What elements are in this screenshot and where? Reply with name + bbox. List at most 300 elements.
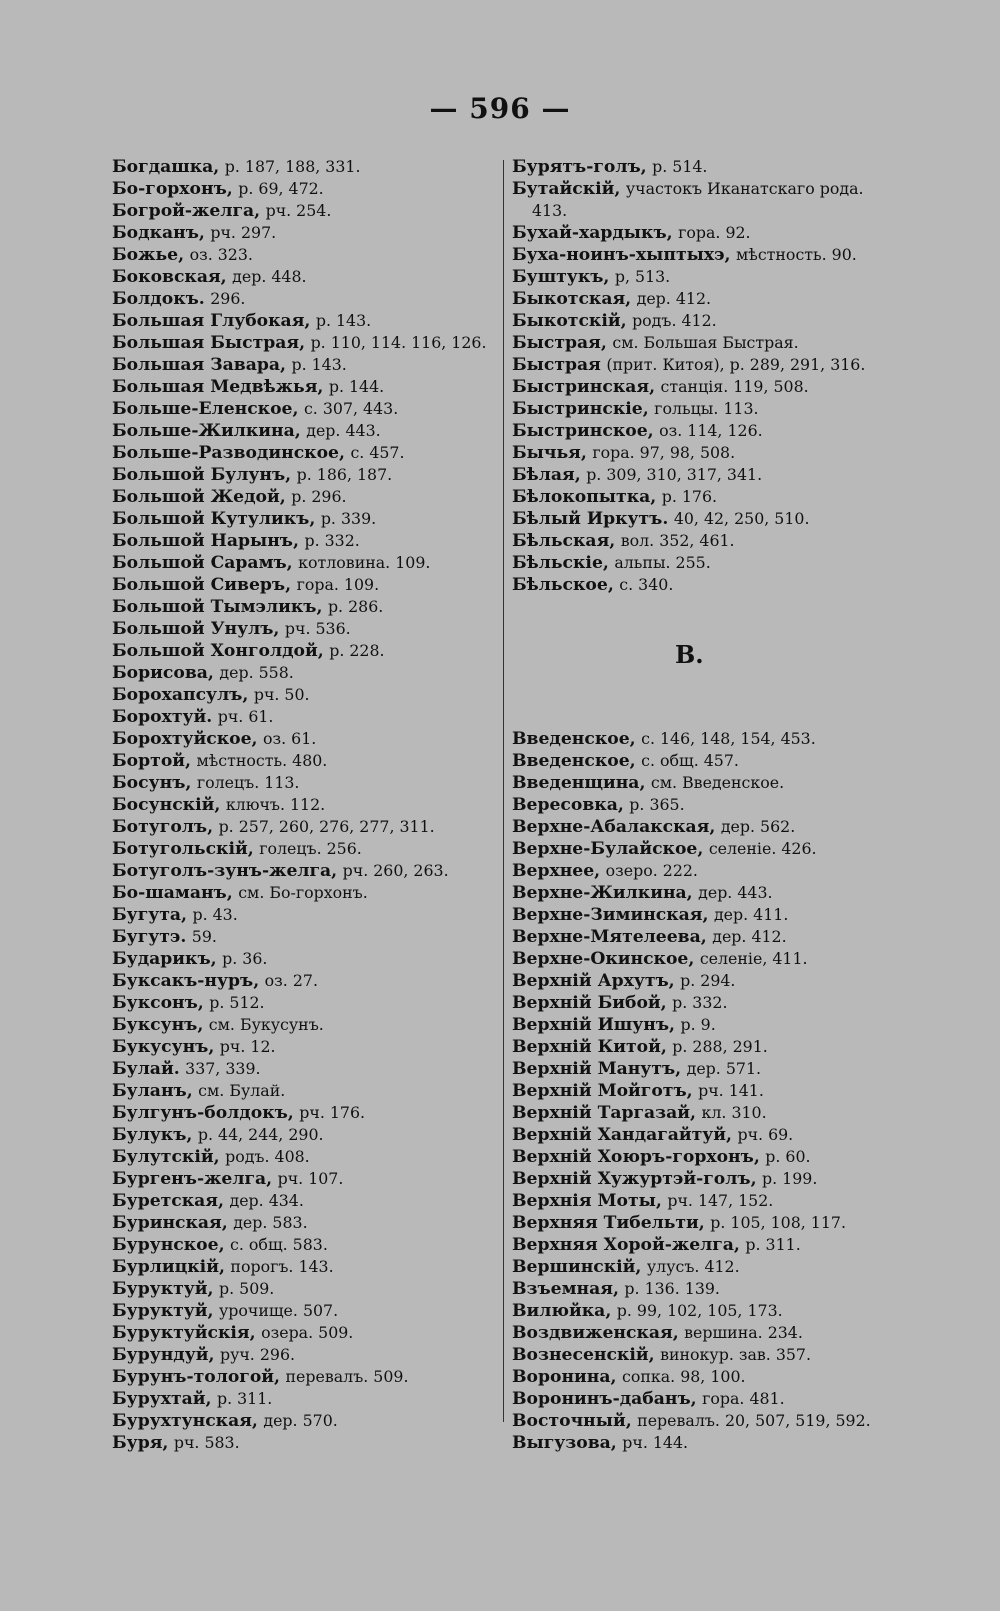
index-entry	[512, 552, 902, 574]
entry-term: Выгузова,	[512, 1433, 617, 1453]
index-entry	[112, 948, 497, 970]
index-entry	[512, 530, 902, 552]
entry-reference: дер. 412.	[636, 289, 712, 308]
entry-term: Бурухтунская,	[112, 1411, 258, 1431]
entry-reference: дер. 434.	[229, 1191, 304, 1210]
entry-reference: р. 186, 187.	[296, 465, 393, 484]
index-entry	[112, 838, 497, 860]
entry-reference: рч. 260, 263.	[342, 861, 449, 880]
entry-term: Верхне-Окинское,	[512, 949, 695, 969]
entry-reference: дер. 571.	[686, 1059, 762, 1078]
index-entry	[112, 794, 497, 816]
entry-term: Ботугольскій,	[112, 839, 254, 859]
entry-reference: см. Большая Быстрая.	[612, 333, 799, 352]
index-entry	[512, 442, 902, 464]
index-entry	[512, 794, 902, 816]
index-entry	[112, 1212, 497, 1234]
entry-reference: урочище. 507.	[218, 1301, 339, 1320]
entry-term: Бурятъ-голъ,	[512, 157, 647, 177]
entry-reference: озеро. 222.	[605, 861, 698, 880]
entry-reference: дер. 411.	[713, 905, 789, 924]
entry-term: Большой Хонголдой,	[112, 641, 324, 661]
index-entry	[112, 1124, 497, 1146]
index-entry	[512, 508, 902, 530]
index-entry	[112, 816, 497, 838]
entry-reference: р. 509.	[218, 1279, 275, 1298]
entry-term: Введенщина,	[512, 773, 646, 793]
entry-term: Бѣлый Иркутъ.	[512, 509, 669, 529]
entry-reference: перевалъ. 509.	[285, 1367, 409, 1386]
entry-reference: р. 339.	[320, 509, 377, 528]
index-entry	[512, 1102, 902, 1124]
entry-reference: ключъ. 112.	[225, 795, 326, 814]
entry-term: Верхній Китой,	[512, 1037, 667, 1057]
entry-term: Верхній Мойготъ,	[512, 1081, 693, 1101]
entry-reference: р. 36.	[222, 949, 268, 968]
entry-term: Больше-Еленское,	[112, 399, 299, 419]
index-entry	[112, 728, 497, 750]
index-entry	[112, 376, 497, 398]
entry-reference: родъ. 408.	[225, 1147, 310, 1166]
entry-term: Бодканъ,	[112, 223, 205, 243]
index-entry	[512, 1058, 902, 1080]
entry-term: Верхній Бибой,	[512, 993, 667, 1013]
entry-term: Верхній Хандагайтуй,	[512, 1125, 733, 1145]
entry-reference: рч. 254.	[265, 201, 332, 220]
index-entry	[112, 1366, 497, 1388]
entry-term: Ботуголъ,	[112, 817, 214, 837]
entry-reference: рч. 297.	[210, 223, 277, 242]
entry-reference: р. 187, 188, 331.	[224, 157, 361, 176]
entry-term: Бурухтай,	[112, 1389, 212, 1409]
entry-term: Воздвиженская,	[512, 1323, 679, 1343]
entry-reference: сопка. 98, 100.	[621, 1367, 746, 1386]
index-entry	[112, 750, 497, 772]
entry-term: Верхній Ишунъ,	[512, 1015, 676, 1035]
entry-reference: с. общ. 583.	[230, 1235, 328, 1254]
entry-reference: дер. 448.	[232, 267, 307, 286]
entry-term: Боковская,	[112, 267, 227, 287]
right-index-column-top	[512, 156, 902, 596]
entry-term: Босунъ,	[112, 773, 192, 793]
entry-reference: дер. 443.	[698, 883, 773, 902]
entry-reference: р. 144.	[328, 377, 385, 396]
entry-reference: рч. 141.	[698, 1081, 764, 1100]
entry-term: Букусунъ,	[112, 1037, 215, 1057]
entry-term: Верхне-Булайское,	[512, 839, 704, 859]
entry-term: Ботуголъ-зунъ-желга,	[112, 861, 338, 881]
index-entry	[512, 1410, 902, 1432]
entry-reference: дер. 562.	[720, 817, 796, 836]
entry-reference: р. 512.	[209, 993, 265, 1012]
entry-reference: р. 69, 472.	[238, 179, 324, 198]
entry-term: Воронинъ-дабанъ,	[512, 1389, 697, 1409]
entry-reference: р. 296.	[291, 487, 347, 506]
index-entry	[112, 552, 497, 574]
index-entry	[512, 1014, 902, 1036]
entry-reference: с. 307, 443.	[303, 399, 399, 418]
entry-reference: см. Бо-горхонъ.	[238, 883, 368, 902]
entry-term: Большой Булунъ,	[112, 465, 292, 485]
index-entry	[112, 156, 497, 178]
entry-reference: гора. 481.	[702, 1389, 785, 1408]
entry-reference: дер. 443.	[306, 421, 381, 440]
entry-reference: гольцы. 113.	[654, 399, 759, 418]
entry-reference: голецъ. 256.	[259, 839, 362, 858]
entry-reference: мѣстность. 480.	[196, 751, 328, 770]
index-entry	[512, 486, 902, 508]
entry-term: Быстринская,	[512, 377, 656, 397]
index-entry	[512, 1190, 902, 1212]
entry-reference: 337, 339.	[185, 1059, 261, 1078]
index-entry	[112, 992, 497, 1014]
entry-term: Быстринское,	[512, 421, 654, 441]
entry-term: Большая Завара,	[112, 355, 286, 375]
index-entry	[112, 904, 497, 926]
entry-reference: кл. 310.	[701, 1103, 767, 1122]
entry-term: Бурунъ-тологой,	[112, 1367, 281, 1387]
entry-reference: р. 288, 291.	[672, 1037, 768, 1056]
entry-reference: с. 146, 148, 154, 453.	[641, 729, 816, 748]
entry-reference: перевалъ. 20, 507, 519, 592.	[637, 1411, 871, 1430]
entry-term: Борисова,	[112, 663, 214, 683]
entry-reference: рч. 536.	[284, 619, 351, 638]
index-entry	[112, 398, 497, 420]
entry-term: Бугутэ.	[112, 927, 187, 947]
index-entry	[512, 860, 902, 882]
index-entry	[112, 244, 497, 266]
entry-reference: р. 43.	[192, 905, 238, 924]
entry-reference: рч. 12.	[219, 1037, 276, 1056]
entry-reference: оз. 61.	[263, 729, 317, 748]
entry-term: Верхній Хужуртэй-голъ,	[512, 1169, 757, 1189]
entry-reference: р. 311.	[216, 1389, 273, 1408]
index-entry	[112, 684, 497, 706]
index-entry	[512, 178, 902, 222]
entry-reference: голецъ. 113.	[196, 773, 300, 792]
entry-reference: рч. 144.	[622, 1433, 689, 1452]
entry-term: Большой Тымэликъ,	[112, 597, 323, 617]
entry-term: Булутскій,	[112, 1147, 220, 1167]
index-entry	[112, 332, 497, 354]
entry-reference: гора. 92.	[678, 223, 751, 242]
entry-term: Верхняя Хорой-желга,	[512, 1235, 740, 1255]
entry-reference: дер. 558.	[219, 663, 294, 682]
entry-term: Буксакъ-нуръ,	[112, 971, 260, 991]
entry-term: Быстринскіе,	[512, 399, 649, 419]
entry-term: Введенское,	[512, 751, 636, 771]
entry-term: Буруктуйскія,	[112, 1323, 256, 1343]
index-entry	[512, 398, 902, 420]
left-index-column	[112, 156, 497, 1454]
entry-reference: гора. 97, 98, 508.	[592, 443, 736, 462]
index-entry	[512, 728, 902, 750]
entry-reference: р. 110, 114. 116, 126.	[310, 333, 487, 352]
index-entry	[112, 1344, 497, 1366]
entry-term: Верхне-Абалакская,	[512, 817, 716, 837]
entry-reference: р. 311.	[745, 1235, 801, 1254]
entry-reference: оз. 114, 126.	[659, 421, 763, 440]
index-entry	[512, 838, 902, 860]
entry-term: Вознесенскій,	[512, 1345, 655, 1365]
entry-reference: оз. 27.	[264, 971, 318, 990]
index-entry	[512, 772, 902, 794]
entry-term: Большая Глубокая,	[112, 311, 311, 331]
entry-reference: р. 332.	[304, 531, 360, 550]
entry-reference: руч. 296.	[219, 1345, 296, 1364]
index-entry	[512, 244, 902, 266]
index-entry	[112, 618, 497, 640]
index-entry	[512, 1344, 902, 1366]
entry-term: Булай.	[112, 1059, 180, 1079]
entry-reference: р. 105, 108, 117.	[710, 1213, 846, 1232]
index-entry	[512, 992, 902, 1014]
index-entry	[512, 904, 902, 926]
entry-reference: р. 199.	[762, 1169, 818, 1188]
index-entry	[112, 1388, 497, 1410]
page-number: — 596 —	[429, 92, 571, 125]
entry-term: Верхне-Мятелеева,	[512, 927, 707, 947]
entry-reference: см. Булай.	[198, 1081, 286, 1100]
index-entry	[112, 1322, 497, 1344]
entry-reference: оз. 323.	[189, 245, 253, 264]
entry-reference: р. 176.	[661, 487, 718, 506]
entry-term: Бухай-хардыкъ,	[512, 223, 673, 243]
index-entry	[512, 1168, 902, 1190]
index-entry	[112, 1234, 497, 1256]
index-entry	[512, 1146, 902, 1168]
index-entry	[512, 1432, 902, 1454]
index-entry	[512, 332, 902, 354]
entry-reference: котловина. 109.	[298, 553, 431, 572]
entry-reference: р. 286.	[327, 597, 384, 616]
entry-reference: мѣстность. 90.	[736, 245, 857, 264]
index-entry	[512, 1080, 902, 1102]
index-entry	[112, 1278, 497, 1300]
entry-term: Буруктуй,	[112, 1301, 214, 1321]
entry-term: Большой Кутуликъ,	[112, 509, 316, 529]
entry-term: Большая Медвѣжья,	[112, 377, 324, 397]
index-entry	[512, 750, 902, 772]
index-entry	[512, 1256, 902, 1278]
right-index-column-bottom	[512, 728, 902, 1454]
entry-term: Верхняя Тибельти,	[512, 1213, 705, 1233]
index-entry	[112, 420, 497, 442]
entry-reference: с. 340.	[619, 575, 674, 594]
entry-term: Вересовка,	[512, 795, 624, 815]
entry-term: Бычья,	[512, 443, 587, 463]
index-entry	[512, 1212, 902, 1234]
index-entry	[512, 156, 902, 178]
entry-term: Буксонъ,	[112, 993, 204, 1013]
entry-term: Верхній Хоюръ-горхонъ,	[512, 1147, 760, 1167]
index-entry	[112, 200, 497, 222]
index-entry	[112, 860, 497, 882]
entry-reference: р. 9.	[680, 1015, 716, 1034]
index-entry	[512, 948, 902, 970]
index-entry	[112, 354, 497, 376]
entry-reference: вершина. 234.	[684, 1323, 803, 1342]
entry-reference: рч. 583.	[173, 1433, 240, 1452]
entry-term: Борохапсулъ,	[112, 685, 249, 705]
index-entry	[112, 178, 497, 200]
index-entry	[512, 288, 902, 310]
entry-reference: р. 332.	[672, 993, 728, 1012]
index-entry	[112, 596, 497, 618]
section-letter: В.	[675, 640, 704, 669]
entry-term: Борохтуйское,	[112, 729, 258, 749]
entry-term: Большая Быстрая,	[112, 333, 306, 353]
entry-term: Бѣлокопытка,	[512, 487, 657, 507]
index-entry	[112, 1146, 497, 1168]
index-entry	[112, 706, 497, 728]
index-entry	[512, 420, 902, 442]
index-entry	[112, 882, 497, 904]
index-entry	[512, 1322, 902, 1344]
entry-reference: р. 143.	[315, 311, 372, 330]
index-entry	[112, 772, 497, 794]
entry-reference: с. 457.	[350, 443, 405, 462]
entry-term: Бо-шаманъ,	[112, 883, 233, 903]
entry-reference: см. Букусунъ.	[208, 1015, 324, 1034]
entry-term: Большой Нарынъ,	[112, 531, 299, 551]
index-entry	[512, 926, 902, 948]
entry-reference: р. 309, 310, 317, 341.	[586, 465, 763, 484]
entry-term: Быкотскій,	[512, 311, 627, 331]
entry-reference: р, 513.	[614, 267, 671, 286]
entry-term: Воронина,	[512, 1367, 617, 1387]
entry-reference: с. общ. 457.	[641, 751, 739, 770]
entry-reference: рч. 107.	[277, 1169, 344, 1188]
entry-term: Буруктуй,	[112, 1279, 214, 1299]
index-entry	[112, 1080, 497, 1102]
entry-term: Босунскій,	[112, 795, 221, 815]
index-entry	[512, 464, 902, 486]
index-entry	[512, 574, 902, 596]
entry-term: Большой Жедой,	[112, 487, 286, 507]
entry-reference: р. 60.	[765, 1147, 811, 1166]
entry-term: Бударикъ,	[112, 949, 217, 969]
index-entry	[112, 530, 497, 552]
entry-term: Большой Сарамъ,	[112, 553, 293, 573]
entry-reference: рч. 147, 152.	[667, 1191, 774, 1210]
entry-reference: рч. 61.	[217, 707, 274, 726]
entry-term: Бурлицкій,	[112, 1257, 225, 1277]
index-entry	[112, 1036, 497, 1058]
entry-term: Буринская,	[112, 1213, 228, 1233]
entry-reference: озера. 509.	[261, 1323, 354, 1342]
index-entry	[112, 662, 497, 684]
entry-term: Верхній Архутъ,	[512, 971, 675, 991]
entry-term: Быстрая	[512, 355, 601, 375]
index-entry	[112, 486, 497, 508]
entry-reference: р. 136. 139.	[624, 1279, 720, 1298]
index-entry	[512, 376, 902, 398]
entry-term: Булукъ,	[112, 1125, 193, 1145]
entry-term: Богдашка,	[112, 157, 220, 177]
index-entry	[512, 222, 902, 244]
entry-term: Больше-Жилкина,	[112, 421, 301, 441]
index-entry	[512, 1036, 902, 1058]
entry-term: Бѣльская,	[512, 531, 616, 551]
index-entry	[512, 1124, 902, 1146]
entry-reference: улусъ. 412.	[646, 1257, 740, 1276]
entry-reference: дер. 412.	[712, 927, 787, 946]
entry-term: Верхній Манутъ,	[512, 1059, 682, 1079]
entry-term: Большой Унулъ,	[112, 619, 280, 639]
index-entry	[512, 970, 902, 992]
entry-term: Бѣльскіе,	[512, 553, 609, 573]
entry-term: Буха-ноинъ-хыптыхэ,	[512, 245, 731, 265]
index-entry	[112, 1102, 497, 1124]
entry-term: Бо-горхонъ,	[112, 179, 233, 199]
index-entry	[512, 882, 902, 904]
entry-term: Бурунское,	[112, 1235, 225, 1255]
entry-term: Божье,	[112, 245, 185, 265]
entry-reference: (прит. Китоя), р. 289, 291, 316.	[606, 355, 866, 374]
entry-term: Верхнія Моты,	[512, 1191, 662, 1211]
entry-term: Бугута,	[112, 905, 187, 925]
entry-term: Буланъ,	[112, 1081, 193, 1101]
entry-reference: винокур. зав. 357.	[660, 1345, 812, 1364]
entry-reference: станція. 119, 508.	[660, 377, 809, 396]
entry-term: Быкотская,	[512, 289, 632, 309]
entry-term: Вершинскій,	[512, 1257, 642, 1277]
index-entry	[112, 574, 497, 596]
entry-reference: р. 514.	[652, 157, 708, 176]
index-entry	[112, 442, 497, 464]
entry-reference: дер. 570.	[263, 1411, 338, 1430]
entry-reference: порогъ. 143.	[230, 1257, 334, 1276]
entry-term: Болдокъ.	[112, 289, 205, 309]
entry-term: Вилюйка,	[512, 1301, 612, 1321]
entry-term: Восточный,	[512, 1411, 632, 1431]
entry-reference: 59.	[191, 927, 217, 946]
entry-reference: дер. 583.	[233, 1213, 308, 1232]
index-entry	[112, 1190, 497, 1212]
entry-term: Бортой,	[112, 751, 192, 771]
index-entry	[112, 288, 497, 310]
index-entry	[112, 222, 497, 244]
entry-term: Бѣлая,	[512, 465, 581, 485]
entry-term: Быстрая,	[512, 333, 607, 353]
index-entry	[112, 1168, 497, 1190]
entry-reference: р. 143.	[291, 355, 347, 374]
entry-term: Борохтуй.	[112, 707, 213, 727]
index-entry	[112, 1256, 497, 1278]
entry-reference: рч. 69.	[737, 1125, 794, 1144]
entry-reference: 296.	[210, 289, 246, 308]
entry-reference: р. 257, 260, 276, 277, 311.	[218, 817, 435, 836]
index-entry	[112, 1432, 497, 1454]
index-entry	[512, 266, 902, 288]
entry-term: Бутайскій,	[512, 179, 621, 199]
index-entry	[512, 1366, 902, 1388]
index-entry	[112, 1058, 497, 1080]
entry-term: Верхне-Зиминская,	[512, 905, 709, 925]
entry-term: Богрой-желга,	[112, 201, 261, 221]
index-entry	[112, 926, 497, 948]
entry-term: Булгунъ-болдокъ,	[112, 1103, 294, 1123]
entry-reference: селеніе, 411.	[699, 949, 808, 968]
index-entry	[512, 310, 902, 332]
index-entry	[512, 354, 902, 376]
entry-reference: р. 99, 102, 105, 173.	[616, 1301, 783, 1320]
entry-term: Больше-Разводинское,	[112, 443, 345, 463]
entry-reference: рч. 176.	[299, 1103, 366, 1122]
index-entry	[512, 1300, 902, 1322]
entry-reference: р. 365.	[629, 795, 685, 814]
